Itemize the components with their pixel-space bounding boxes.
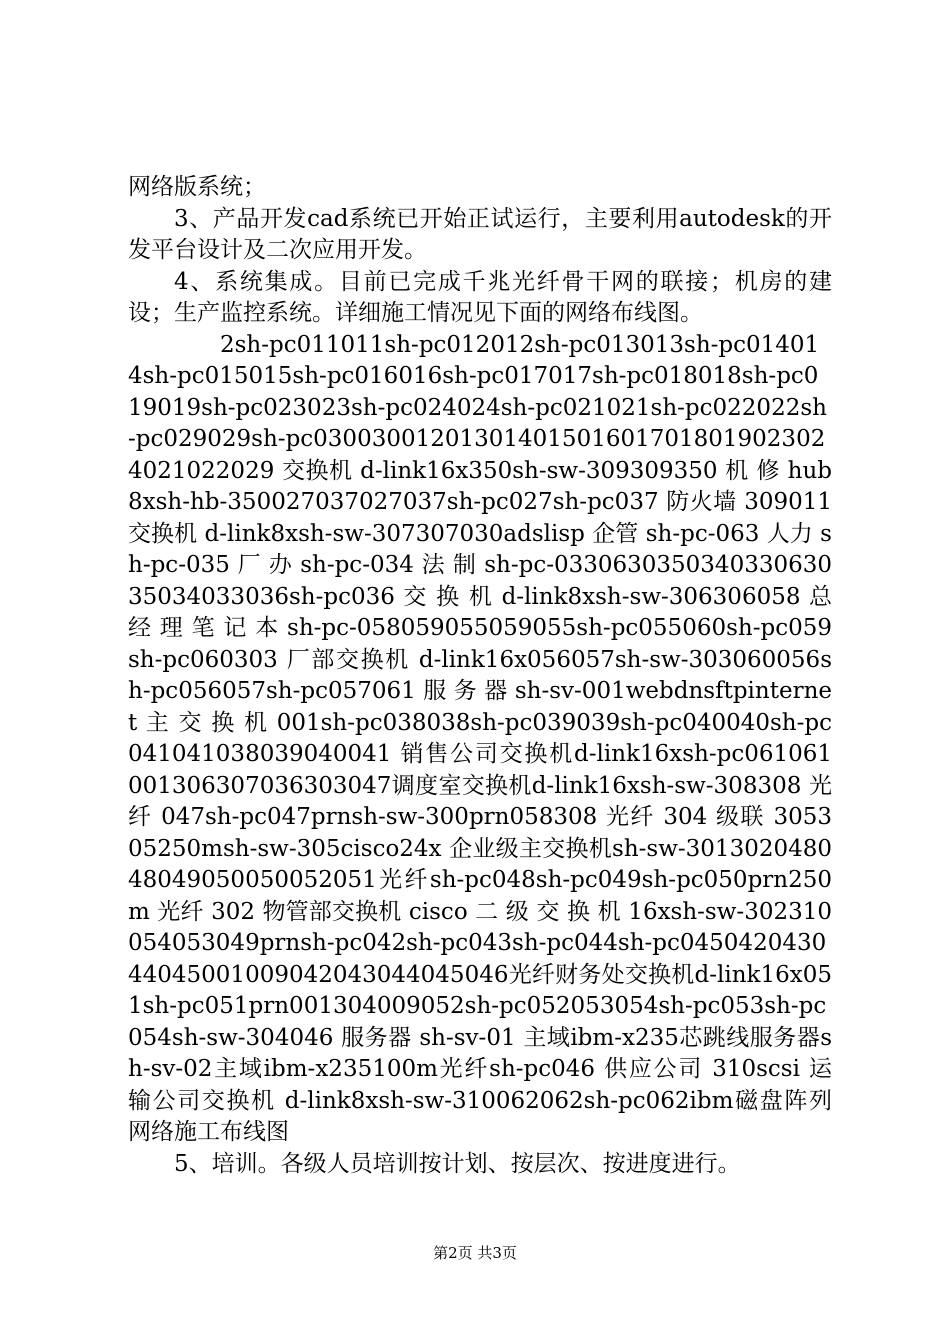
paragraph-system-integration: 4、系统集成。目前已完成千兆光纤骨干网的联接；机房的建设；生产监控系统。详细施工情况见下面的网络布线图。 [128,268,832,326]
paragraph-training: 5、培训。各级人员培训按计划、按层次、按进度进行。 [174,1150,741,1177]
page-footer [0,1243,950,1263]
paragraph-network-system: 网络版系统； [128,174,266,200]
page-number-label: 第2页 共3页 [433,1244,517,1262]
paragraph-network-diagram-text: 2sh-pc011011sh-pc012012sh-pc013013sh-pc014014sh-pc015015sh-pc016016sh-pc017017sh-pc018018sh-pc019019sh-pc023023sh-pc024024sh-pc021021sh-pc022022sh-pc029029sh-pc030030012013014015016017018019023024021022029 交换机 d-link16x350sh-sw-309309350 机 修 hub8xsh-hb-350027037027037sh-pc027sh-pc037 防火墙 309011 交换机 d-link8xsh-sw-307307030adslisp 企管 sh-pc-063 人力 sh-pc-035 厂 办 sh-pc-034 法 制 sh-pc-033063035034033063035034033036sh-pc036 交 换 机 d-link8xsh-sw-306306058 总 经 理 笔 记 本 sh-pc-058059055059055sh-pc055060sh-pc059sh-pc060303 厂部交换机 d-link16x056057sh-sw-303060056sh-pc056057sh-pc057061 服 务 器 sh-sv-001webdnsftpinternet 主 交 换 机 001sh-pc038038sh-pc039039sh-pc040040sh-pc041041038039040041 销售公司交换机d-link16xsh-pc061061001306307036303047调度室交换机d-link16xsh-sw-308308 光纤 047sh-pc047prnsh-sw-300prn058308 光纤 304 级联 305305250msh-sw-305cisco24x 企业级主交换机sh-sw-301302048048049050050052051光纤sh-pc048sh-pc049sh-pc050prn250m 光纤 302 物管部交换机 cisco 二 级 交 换 机 16xsh-sw-302310054053049prnsh-pc042sh-pc043sh-pc044sh-pc045042043044045001009042043044045046光纤财务处交换机d-link16x051sh-pc051prn001304009052sh-pc052053054sh-pc053sh-pc054sh-sw-304046 服务器 sh-sv-01 主域ibm-x235芯跳线服务器sh-sv-02主域ibm-x235100m光纤sh-pc046 供应公司 310scsi 运输公司交换机 d-link8xsh-sw-310062062sh-pc062ibm磁盘阵列网络施工布线图 [128,331,832,1145]
paragraph-cad-development: 3、产品开发cad系统已开始正试运行，主要利用autodesk的开发平台设计及二次应用开发。 [128,205,832,263]
document-body [128,172,832,1180]
